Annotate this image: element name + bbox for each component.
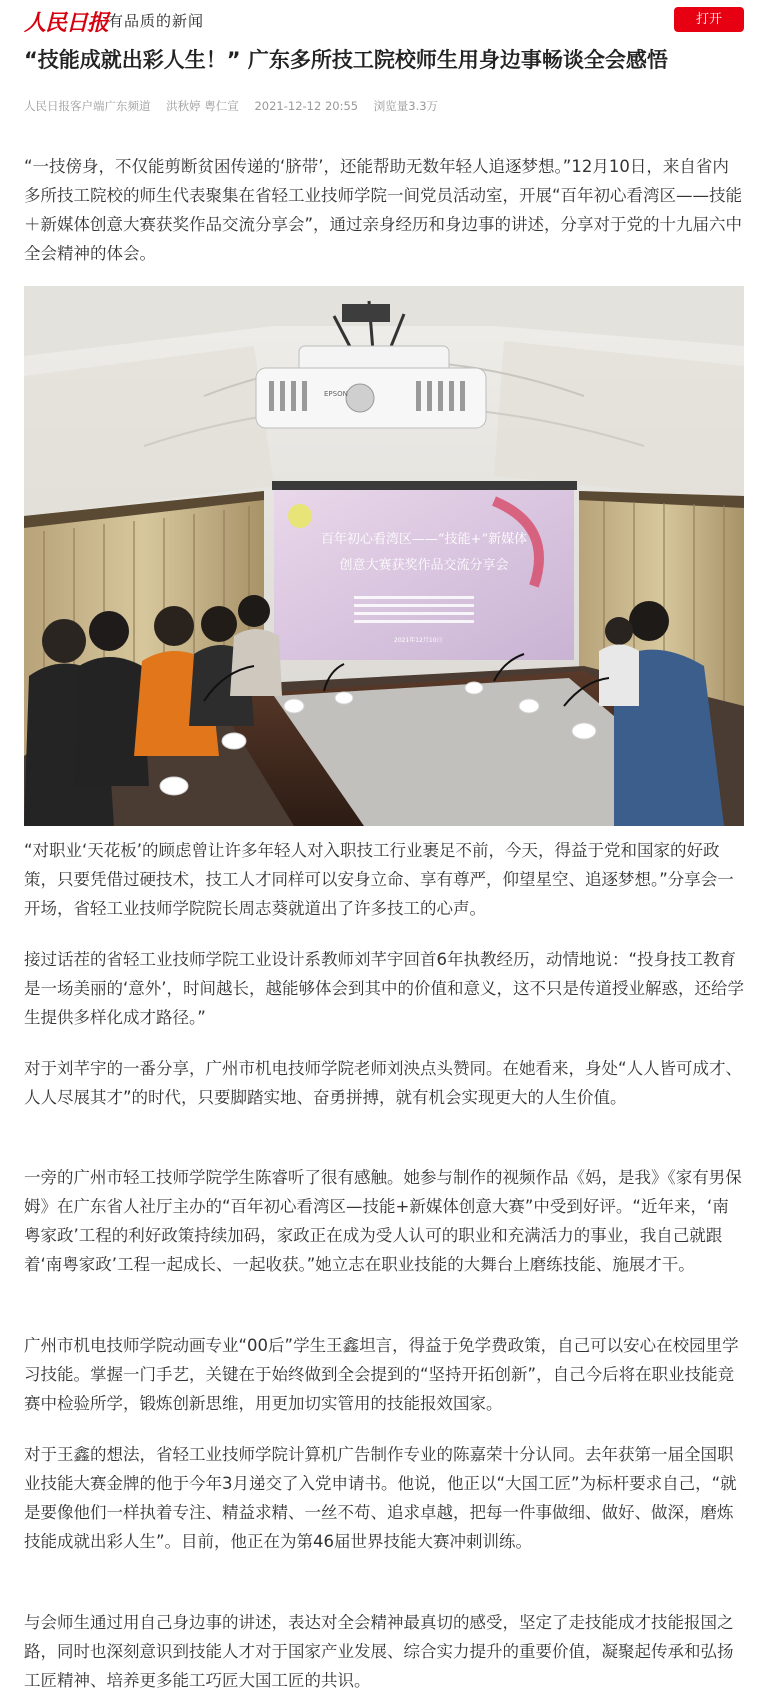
- source-label[interactable]: 人民日报客户端广东频道: [24, 99, 151, 113]
- paragraph-1: “一技傍身，不仅能剪断贫困传递的‘脐带’，还能帮助无数年轻人追逐梦想。”12月10日，来自省内多所技工院校的师生代表聚集在省轻工业技师学院一间党员活动室，开展“百年初心看湾区——技能＋新媒体创意大赛获奖作品交流分享会”，通过亲身经历和身边事的讲述，分享对于党的十九届六中全会精神的体会。: [24, 157, 743, 263]
- slogan: 有品质的新闻: [108, 12, 205, 30]
- paragraph-4: 对于刘芊宇的一番分享，广州市机电技师学院老师刘泱点头赞同。在她看来，身处“人人皆可成才、人人尽展其才”的时代，只要脚踏实地、奋勇拼搏，就有机会实现更大的人生价值。: [24, 1059, 743, 1107]
- article-photo[interactable]: [24, 286, 744, 826]
- meeting-room-image: [24, 286, 744, 826]
- screen-title-line1: 百年初心看湾区——“技能+”新媒体: [320, 532, 528, 547]
- presentation-screen: [274, 490, 574, 660]
- authors-label: 洪秋婷 粤仁宣: [166, 99, 239, 113]
- open-app-button[interactable]: 打开: [674, 7, 744, 32]
- paragraph-3: 接过话茬的省轻工业技师学院工业设计系教师刘芊宇回首6年执教经历，动情地说：“投身技工教育是一场美丽的‘意外’，时间越长，越能够体会到其中的价值和意义，这不只是传道授业解惑，还给学生提供多样化成才路径。”: [24, 950, 744, 1027]
- peoples-daily-logo[interactable]: 人民日报: [24, 10, 109, 36]
- paragraph-7: 对于王鑫的想法，省轻工业技师学院计算机广告制作专业的陈嘉荣十分认同。去年获第一届全国职业技能大赛金牌的他于今年3月递交了入党申请书。他说，他正以“大国工匠”为标杆要求自己，“就是要像他们一样执着专注、精益求精、一丝不苟、追求卓越，把每一件事做细、做好、做深，磨炼技能成就出彩人生”。目前，他正在为第46届世界技能大赛冲刺训练。: [24, 1445, 737, 1551]
- paragraph-2: “对职业‘天花板’的顾虑曾让许多年轻人对入职技工行业裹足不前，今天，得益于党和国家的好政策，只要凭借过硬技术，技工人才同样可以安身立命、享有尊严，仰望星空、追逐梦想。”分享会一开场，省轻工业技师学院院长周志葵就道出了许多技工的心声。: [24, 841, 734, 918]
- screen-title-line2: 创意大赛获奖作品交流分享会: [339, 558, 509, 573]
- projector-brand: EPSON: [324, 390, 348, 398]
- top-bar: [0, 0, 766, 40]
- paragraph-8: 与会师生通过用自己身边事的讲述，表达对全会精神最真切的感受，坚定了走技能成才技能报国之路，同时也深刻意识到技能人才对于国家产业发展、综合实力提升的重要价值，凝聚起传承和弘扬工匠精神、培养更多能工巧匠大国工匠的共识。: [24, 1613, 734, 1690]
- screen-date: 2021年12月10日: [394, 637, 443, 644]
- view-count: 浏览量3.3万: [373, 99, 439, 113]
- publish-time: 2021-12-12 20:55: [254, 99, 359, 113]
- paragraph-6: 广州市机电技师学院动画专业“00后”学生王鑫坦言，得益于免学费政策，自己可以安心在校园里学习技能。掌握一门手艺，关键在于始终做到全会提到的“坚持开拓创新”，自己今后将在职业技能竞赛中检验所学，锻炼创新思维，用更加切实管用的技能报效国家。: [24, 1336, 739, 1413]
- paragraph-5: 一旁的广州市轻工技师学院学生陈睿听了很有感触。她参与制作的视频作品《妈，是我》《家有男保姆》在广东省人社厅主办的“百年初心看湾区—技能+新媒体创意大赛”中受到好评。“近年来，‘南粤家政’工程的利好政策持续加码，家政正在成为受人认可的职业和充满活力的事业，我自己就跟着‘南粤家政’工程一起成长、一起收获。”她立志在职业技能的大舞台上磨练技能、施展才干。: [24, 1168, 742, 1274]
- article-meta: [24, 98, 450, 114]
- article-title: “技能成就出彩人生！” 广东多所技工院校师生用身边事畅谈全会感悟: [24, 48, 668, 72]
